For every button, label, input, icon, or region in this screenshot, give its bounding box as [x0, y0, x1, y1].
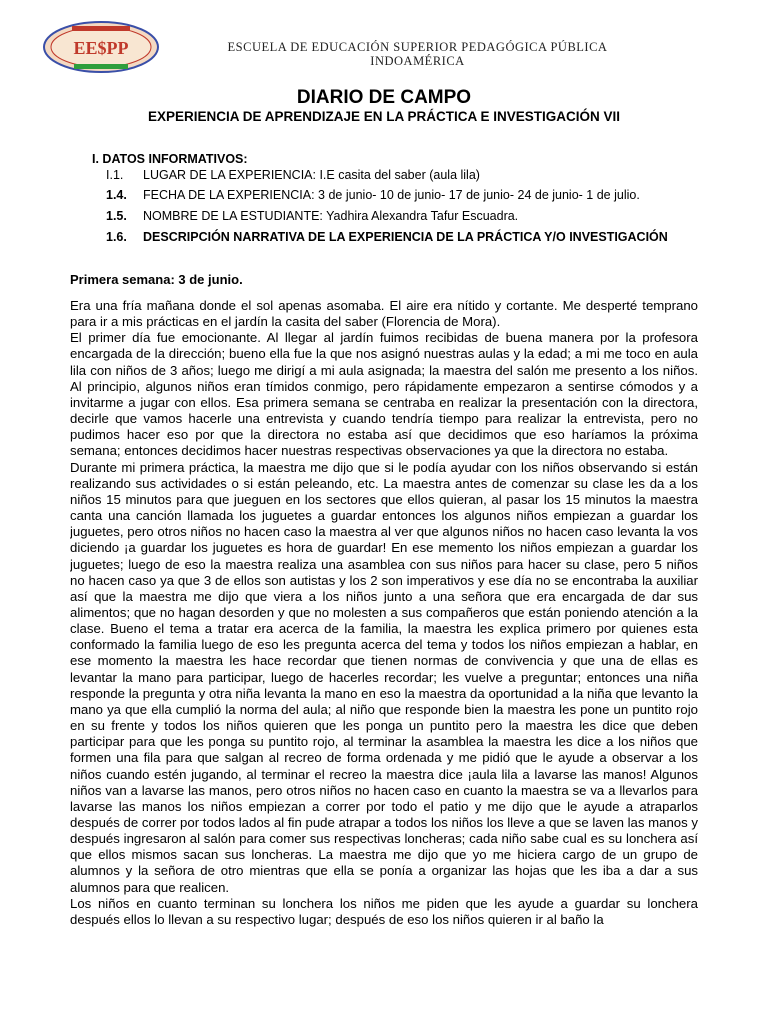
info-item-number: 1.4.: [106, 188, 127, 202]
narrative-body: [70, 298, 698, 1020]
paragraph: El primer día fue emocionante. Al llegar al jardín fuimos recibidas de buena manera por la profesora encargada de la dirección; bueno ella fue la que nos asignó nuestras aulas y la edad; a mi me toco en aula lila con niños de 3 años; luego me dirigí a mi aula asignada; la maestra del salón me presento a los niños. Al principio, algunos niños eran tímidos conmigo, pero rápidamente empezaron a sentirse cómodos y a invitarme a jugar con ellos. Esa primera semana se centraba en realizar la presentación con la directora, decirle que vamos hacerle una entrevista y cuando tendría tiempo para realizar la entrevista, pero no pudimos hacer eso por que la directora no estaba así que decidimos que eso haríamos la próxima semana; entonces decidimos hacer nuestras respectivas observaciones ya que la directora no estaba.: [70, 330, 698, 459]
info-item-text: NOMBRE DE LA ESTUDIANTE: Yadhira Alexandra Tafur Escuadra.: [143, 209, 519, 223]
school-name-line1: ESCUELA DE EDUCACIÓN SUPERIOR PEDAGÓGICA PÚBLICA: [227, 40, 608, 54]
info-item-nombre: [106, 209, 518, 223]
school-header: [175, 40, 660, 68]
info-item-number: 1.5.: [106, 209, 127, 223]
paragraph: Durante mi primera práctica, la maestra me dijo que si le podía ayudar con los niños observando si están realizando sus actividades o si están peleando, etc. La maestra antes de comenzar su clase les da a los niños 15 minutos para que jueguen en los sectores que ellos quieran, al pasar los 15 minutos la maestra canta una canción llamada los juguetes a guardar entonces los algunos niños empiezan a guardar los juguetes, pero otros niños no hacen caso la maestra al ver que algunos niños no hacen caso levanta la vos diciendo ¡a guardar los juguetes es hora de guardar! En ese memento los niños empiezan a guardar los juguetes; luego de eso la maestra realiza una asamblea con sus niños para hacer su clase, pero 5 niños no hacen caso ya que 3 de ellos son autistas y los 2 son imperativos y ese día no se encontraba la auxiliar así que la maestra me dijo que viera a los niños junto a una señora que era encargada de dar sus alimentos; que no hagan desorden y que no molesten a sus compañeros que están poniendo atención a la clase. Bueno el tema a tratar era acerca de la familia, la maestra les explica primero por quienes esta conformado la familia luego de eso les pregunta acerca del tema y todos los niños empiezan a hablar, en ese momento la maestra les hace recordar que tienen normas de convivencia y que una de ellas es levantar la mano para participar, luego de hacerles recordar; les vuelve a preguntar; entonces una niña responde la pregunta y otra niña levanta la mano en eso la maestra da oportunidad a la niña que levanto la mano ya que ella cumplió la norma del aula; al niño que responde bien la maestra les pone un puntito rojo en su frente y todos los niños quieren que les ponga un puntito pero la maestra les dice que deben participar para que les ponga su puntito rojo, al terminar la asamblea la maestra les dice a los niños que formen una fila para que salgan al recreo de forma ordenada y me pidió que le ayude a observar a los niños cuando estén jugando, al terminar el recreo la maestra dice ¡aula lila a lavarse las manos! Algunos niños van a lavarse las manos, pero otros niños no hacen caso en cuanto la maestra se va a llevarlos para lavarse las manos los niños empiezan a correr por todo el patio y me dijo que le ayude a atraparlos después de correr por todos lados al fin pude atrapar a todos los niños los lleve a que se laven las manos y después ingresaron al salón para comer sus respectivas loncheras; cada niño sabe cual es su lonchera así que ellos mismos sacan sus loncheras. La maestra me dijo que yo me hiciera cargo de un grupo de alumnos y la señora de otro mientras que ella se ponía a organizar las hojas que les iba a dar a sus alumnos para que realicen.: [70, 459, 698, 895]
school-logo: [42, 20, 160, 74]
info-item-number: 1.6.: [106, 230, 127, 244]
info-item-lugar: [106, 168, 480, 182]
info-item-text: FECHA DE LA EXPERIENCIA: 3 de junio- 10 de junio- 17 de junio- 24 de junio- 1 de julio.: [143, 188, 640, 202]
document-title: DIARIO DE CAMPO: [296, 87, 472, 108]
week-heading: Primera semana: 3 de junio.: [70, 272, 243, 287]
logo-text: EE$PP: [73, 38, 129, 58]
info-item-fecha: [106, 188, 640, 202]
document-subtitle: EXPERIENCIA DE APRENDIZAJE EN LA PRÁCTICA E INVESTIGACIÓN VII: [147, 109, 621, 124]
info-item-text: DESCRIPCIÓN NARRATIVA DE LA EXPERIENCIA DE LA PRÁCTICA Y/O INVESTIGACIÓN: [143, 230, 668, 244]
info-item-number: I.1.: [106, 168, 124, 182]
section-heading: I. DATOS INFORMATIVOS:: [92, 152, 248, 166]
info-item-descripcion: [106, 230, 668, 244]
school-name-line2: INDOAMÉRICA: [370, 54, 465, 68]
paragraph: Los niños en cuanto terminan su lonchera los niños me piden que les ayude a guardar su lonchera después ellos lo llevan a su respectivo lugar; después de eso los niños quieren ir al baño la: [70, 895, 698, 927]
paragraph: Era una fría mañana donde el sol apenas asomaba. El aire era nítido y cortante. Me desperté temprano para ir a mis prácticas en el jardín la casita del saber (Florencia de Mora).: [70, 298, 698, 330]
info-item-text: LUGAR DE LA EXPERIENCIA: I.E casita del saber (aula lila): [143, 168, 480, 182]
